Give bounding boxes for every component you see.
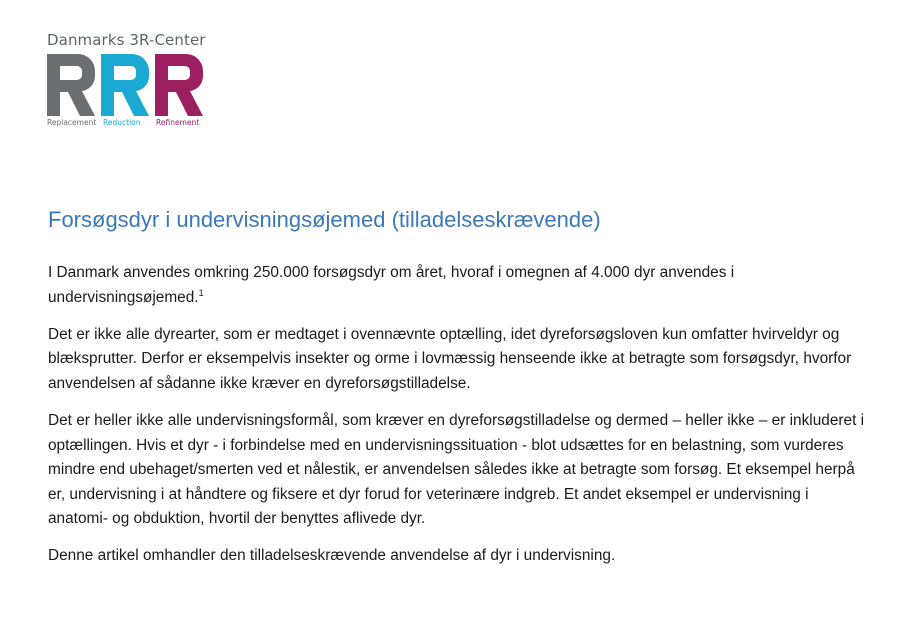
footnote-ref[interactable]: 1 [198,287,204,298]
paragraph-3: Det er heller ikke alle undervisningsformål, som kræver en dyreforsøgstilladelse og dermed – heller ikke – er inkluderet i optællingen. Hvis et dyr - i forbindelse med en undervisningssituation - blot udsættes for en belastning, som vurderes mindre end ubehaget/smerten ved et nålestik, er anvendelsen således ikke at betragte som forsøg. Et eksempel herpå er, undervisning i at håndtere og fiksere et dyr forud for veterinære indgreb. Et andet eksempel er undervisning i anatomi- og obduktion, hvortil der benyttes aflivede dyr. [48,411,865,528]
logo [47,30,217,130]
rrr-logo-mark [47,54,207,116]
paragraph-1-text: I Danmark anvendes omkring 250.000 forsøgsdyr om året, hvoraf i omegnen af 4.000 dyr anvendes i undervisningsøjemed. [48,264,735,306]
logo-org-name: Danmarks 3R-Center [47,31,206,49]
logo-letter-r-reduction [101,54,149,116]
paragraph-4: Denne artikel omhandler den tilladelseskrævende anvendelse af dyr i undervisning. [48,547,616,565]
logo-letter-r-replacement [47,54,95,116]
logo-caption-reduction: Reduction [103,118,141,127]
logo-caption-refinement: Refinement [156,118,200,127]
logo-caption-replacement: Replacement [47,118,97,127]
paragraph-1 [48,261,868,310]
document-body [48,261,868,582]
logo-letter-r-refinement [155,54,203,116]
page-title: Forsøgsdyr i undervisningsøjemed (tilladelseskrævende) [48,207,601,232]
paragraph-2: Det er ikke alle dyrearter, som er medtaget i ovennævnte optælling, idet dyreforsøgsloven kun omfatter hvirveldyr og blæksprutter. Derfor er eksempelvis insekter og orme i lovmæssig henseende ikke at betragte som forsøgsdyr, hvorfor anvendelsen af sådanne ikke kræver en dyreforsøgstilladelse. [48,325,852,392]
